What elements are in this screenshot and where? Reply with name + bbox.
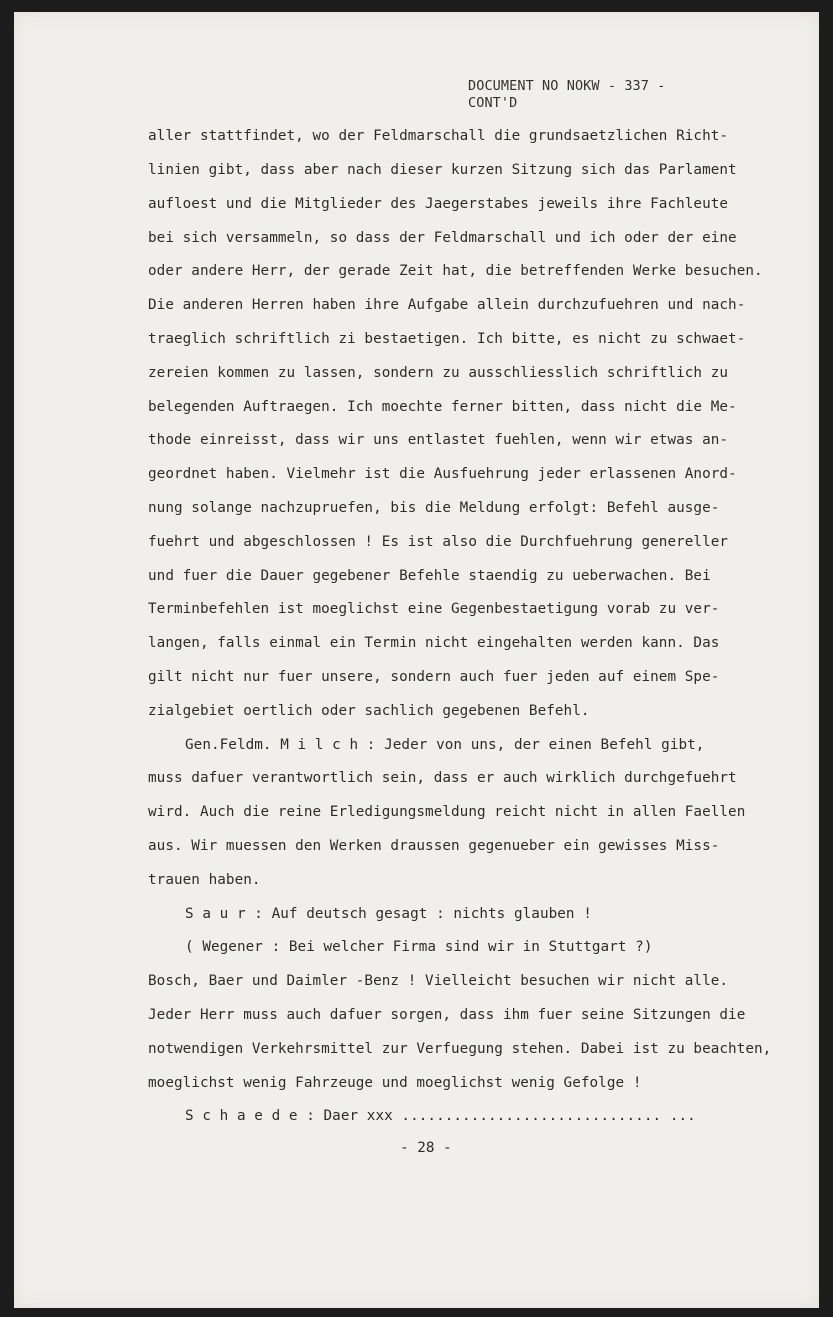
text-line: Bosch, Baer und Daimler -Benz ! Vielleicht besuchen wir nicht alle.	[148, 973, 729, 989]
text-line: nung solange nachzupruefen, bis die Meldung erfolgt: Befehl ausge-	[148, 500, 720, 516]
text-line: Die anderen Herren haben ihre Aufgabe allein durchzufuehren und nach-	[148, 297, 746, 313]
page-number: - 28 -	[400, 1140, 452, 1156]
text-line: langen, falls einmal ein Termin nicht eingehalten werden kann. Das	[148, 635, 720, 651]
speaker-line: S c h a e d e : Daer xxx .............................. ...	[185, 1108, 696, 1124]
text-line: aus. Wir muessen den Werken draussen gegenueber ein gewisses Miss-	[148, 838, 720, 854]
speaker-line: ( Wegener : Bei welcher Firma sind wir in Stuttgart ?)	[185, 939, 653, 955]
text-line: belegenden Auftraegen. Ich moechte ferner bitten, dass nicht die Me-	[148, 399, 737, 415]
speaker-line: Gen.Feldm. M i l c h : Jeder von uns, der einen Befehl gibt,	[185, 737, 705, 753]
text-line: thode einreisst, dass wir uns entlastet fuehlen, wenn wir etwas an-	[148, 432, 729, 448]
text-line: trauen haben.	[148, 872, 261, 888]
text-line: aufloest und die Mitglieder des Jaegerstabes jeweils ihre Fachleute	[148, 196, 729, 212]
text-line: Jeder Herr muss auch dafuer sorgen, dass ihm fuer seine Sitzungen die	[148, 1007, 746, 1023]
text-line: muss dafuer verantwortlich sein, dass er auch wirklich durchgefuehrt	[148, 770, 737, 786]
text-line: oder andere Herr, der gerade Zeit hat, die betreffenden Werke besuchen.	[148, 263, 763, 279]
text-line: notwendigen Verkehrsmittel zur Verfuegung stehen. Dabei ist zu beachten,	[148, 1041, 772, 1057]
text-line: traeglich schriftlich zi bestaetigen. Ich bitte, es nicht zu schwaet-	[148, 331, 746, 347]
text-line: aller stattfindet, wo der Feldmarschall die grundsaetzlichen Richt-	[148, 128, 729, 144]
text-line: linien gibt, dass aber nach dieser kurzen Sitzung sich das Parlament	[148, 162, 737, 178]
text-line: geordnet haben. Vielmehr ist die Ausfuehrung jeder erlassenen Anord-	[148, 466, 737, 482]
speaker-line: S a u r : Auf deutsch gesagt : nichts glauben !	[185, 906, 592, 922]
text-line: bei sich versammeln, so dass der Feldmarschall und ich oder der eine	[148, 230, 737, 246]
text-line: und fuer die Dauer gegebener Befehle staendig zu ueberwachen. Bei	[148, 568, 711, 584]
text-line: zereien kommen zu lassen, sondern zu ausschliesslich schriftlich zu	[148, 365, 729, 381]
text-line: wird. Auch die reine Erledigungsmeldung reicht nicht in allen Faellen	[148, 804, 746, 820]
document-number: DOCUMENT NO NOKW - 337 -	[468, 78, 666, 94]
text-line: gilt nicht nur fuer unsere, sondern auch fuer jeden auf einem Spe-	[148, 669, 720, 685]
text-line: Terminbefehlen ist moeglichst eine Gegenbestaetigung vorab zu ver-	[148, 601, 720, 617]
text-line: moeglichst wenig Fahrzeuge und moeglichst wenig Gefolge !	[148, 1075, 642, 1091]
document-header	[468, 78, 665, 112]
continued-label: CONT'D	[468, 95, 518, 111]
text-line: fuehrt und abgeschlossen ! Es ist also die Durchfuehrung genereller	[148, 534, 729, 550]
text-line: zialgebiet oertlich oder sachlich gegebenen Befehl.	[148, 703, 590, 719]
